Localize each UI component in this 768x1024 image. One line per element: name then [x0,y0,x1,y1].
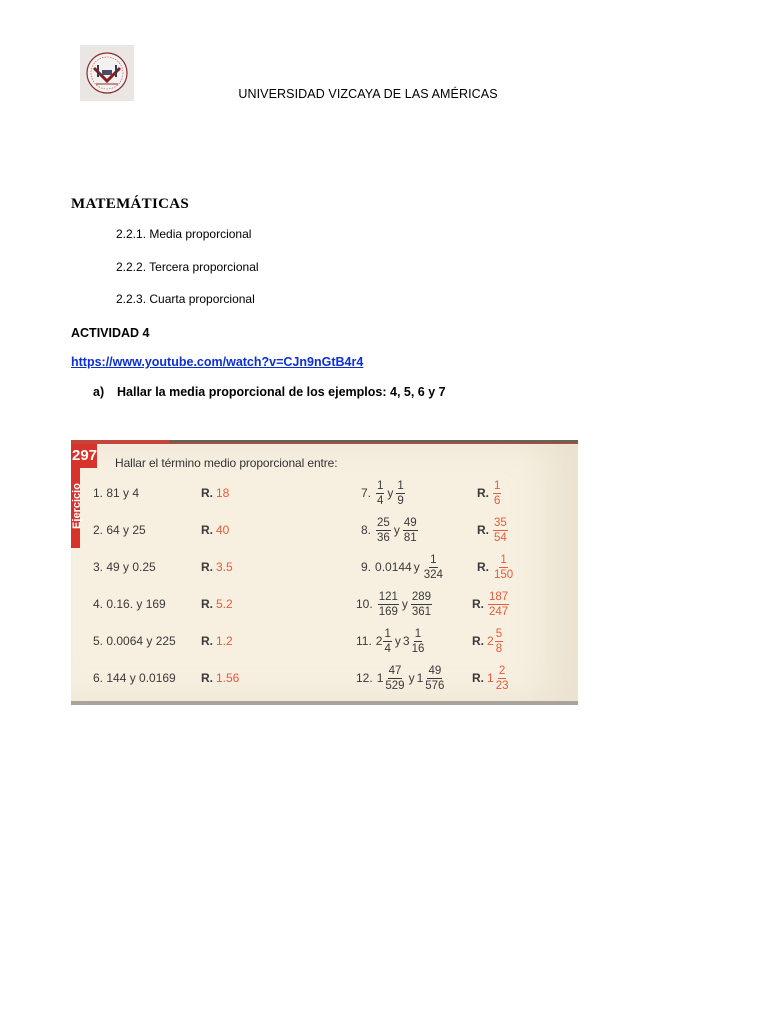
answer [472,591,510,618]
fraction-denominator: 81 [403,531,417,544]
answer-value: 40 [216,523,230,537]
fraction-numerator: 35 [494,516,507,529]
item-index: 10. [356,597,373,611]
fraction-numerator: 289 [411,590,432,603]
fraction-numerator: 49 [428,664,442,677]
term: 0.0144 [375,560,412,574]
fraction-denominator: 9 [397,494,404,507]
answer-label: R. [201,671,213,685]
exercise-item [93,662,239,694]
fraction [383,628,391,655]
youtube-link[interactable]: https://www.youtube.com/watch?v=CJn9nGtB4r4 [71,355,364,369]
fraction-denominator: 324 [423,568,443,581]
fraction [411,628,426,655]
exercise-question: 4. 0.16. y 169 [93,597,166,611]
instruction [93,385,446,399]
answer-label: R. [472,671,484,685]
item-index: 8. [361,523,372,537]
exercise-question [361,517,477,544]
exercise-item [93,514,229,546]
exercise-side-tab [71,468,83,548]
fraction-numerator: 49 [403,516,417,529]
exercise-bottom-border [71,701,578,705]
fraction-numerator: 2 [498,664,506,677]
fraction-denominator: 361 [411,605,432,618]
whole-part: 1 [376,671,384,685]
item-index: 7. [361,486,372,500]
whole-part: 3 [402,634,410,648]
answer-label: R. [477,523,489,537]
answer-value: 5.2 [216,597,233,611]
fraction [493,480,501,507]
exercise-question: 1. 81 y 4 [93,486,140,500]
topic-item: 2.2.2. Tercera proporcional [116,260,259,274]
fraction-denominator: 4 [377,494,384,507]
university-name: UNIVERSIDAD VIZCAYA DE LAS AMÉRICAS [238,87,498,101]
fraction-denominator: 8 [495,642,503,655]
fraction-denominator: 529 [385,679,405,692]
fraction-numerator: 1 [430,553,437,566]
answer-label: R. [201,560,213,574]
fraction [493,554,514,581]
answer-value: 1.56 [216,671,240,685]
answer [472,628,504,655]
activity-title: ACTIVIDAD 4 [71,326,150,340]
answer-value: 3.5 [216,560,233,574]
answer [477,517,509,544]
exercise-item [361,551,515,583]
exercise-question: 2. 64 y 25 [93,523,146,537]
answer [477,554,515,581]
section-title: MATEMÁTICAS [71,196,190,212]
exercise-item [356,625,504,657]
fraction-numerator: 121 [378,590,398,603]
fraction-numerator: 187 [489,590,509,603]
answer-label: R. [201,523,213,537]
exercise-header-line [169,440,578,443]
exercise-question: 5. 0.0064 y 225 [93,634,176,648]
item-index: 12. [356,671,373,685]
exercise-item [93,625,233,657]
fraction [495,628,503,655]
fraction-numerator: 1 [397,479,404,492]
separator: y [394,634,401,648]
exercise-number: 297 [71,444,97,468]
exercise-question [356,591,472,618]
fraction [376,480,384,507]
item-index: 11. [356,634,372,648]
fraction-numerator: 1 [494,479,501,492]
fraction-numerator: 25 [377,516,390,529]
answer-label: R. [201,486,213,500]
answer-label: R. [477,560,489,574]
answer-label: R. [472,634,484,648]
answer-whole: 2 [487,634,494,648]
fraction [411,591,432,618]
fraction-denominator: 4 [384,642,391,655]
answer-label: R. [477,486,489,500]
fraction [396,480,404,507]
fraction-denominator: 6 [494,494,501,507]
exercise-question [356,665,472,692]
fraction [403,517,418,544]
fraction-numerator: 5 [495,627,503,640]
fraction-numerator: 1 [500,553,507,566]
fraction [488,591,509,618]
fraction-denominator: 247 [489,605,509,618]
fraction-denominator: 54 [494,531,507,544]
fraction [495,665,510,692]
exercise-image [71,440,578,705]
exercise-item [356,588,510,620]
fraction-denominator: 150 [494,568,514,581]
exercise-question [361,554,477,581]
whole-part: 1 [416,671,424,685]
answer-label: R. [201,597,213,611]
exercise-side-label: Ejercicio [71,483,83,529]
fraction-denominator: 16 [411,642,425,655]
separator: y [387,486,394,500]
answer [477,480,502,507]
topic-item: 2.2.1. Media proporcional [116,227,252,241]
exercise-item [361,514,509,546]
exercise-item [361,477,502,509]
answer-whole: 1 [487,671,494,685]
fraction [378,591,399,618]
separator: y [408,671,415,685]
item-index: 9. [361,560,372,574]
answer [472,665,510,692]
exercise-question: 6. 144 y 0.0169 [93,671,176,685]
exercise-title: Hallar el término medio proporcional entre: [115,456,338,470]
fraction-denominator: 36 [377,531,390,544]
exercise-item [356,662,510,694]
fraction-numerator: 1 [377,479,384,492]
fraction-numerator: 1 [384,627,391,640]
fraction [424,665,445,692]
answer-value: 1.2 [216,634,233,648]
exercise-question: 3. 49 y 0.25 [93,560,156,574]
instruction-text: Hallar la media proporcional de los ejemplos: 4, 5, 6 y 7 [117,385,446,399]
answer-label: R. [201,634,213,648]
exercise-item [93,588,233,620]
fraction-numerator: 1 [414,627,422,640]
answer-value: 18 [216,486,230,500]
fraction-numerator: 47 [388,664,402,677]
exercise-question [356,628,472,655]
fraction-denominator: 576 [425,679,445,692]
separator: y [393,523,400,537]
fraction [384,665,405,692]
answer-label: R. [472,597,484,611]
exercise-question [361,480,477,507]
exercise-item [93,477,229,509]
fraction [376,517,391,544]
topic-item: 2.2.3. Cuarta proporcional [116,292,255,306]
fraction-denominator: 23 [495,679,509,692]
exercise-item [93,551,233,583]
separator: y [413,560,420,574]
whole-part: 2 [375,634,383,648]
fraction [493,517,508,544]
separator: y [401,597,408,611]
fraction [423,554,444,581]
fraction-denominator: 169 [378,605,398,618]
instruction-letter: a) [93,385,105,399]
